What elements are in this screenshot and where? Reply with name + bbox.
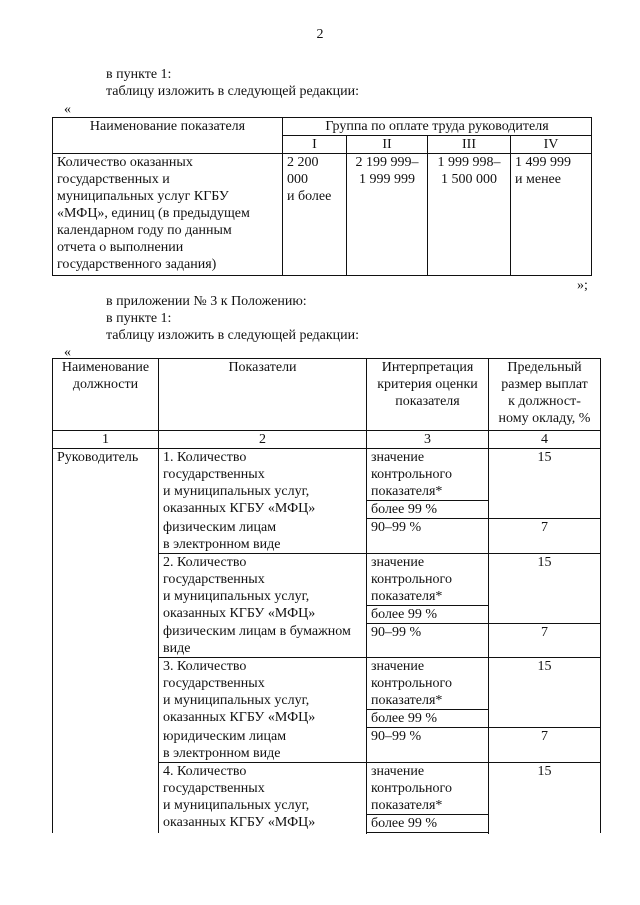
t2-interp-2b: 90–99 % — [367, 623, 489, 658]
t2-interp-1 — [367, 449, 489, 519]
t1-name-line: Количество оказанных — [57, 155, 193, 170]
t1-value-line: и более — [287, 189, 332, 204]
t2-interp-line: значение — [371, 659, 425, 674]
t2-indicator-line: виде — [163, 641, 191, 656]
intro1-line2: таблицу изложить в следующей редакции: — [106, 84, 360, 99]
t1-value-3 — [428, 154, 511, 276]
t2-header-line: Предельный — [507, 360, 582, 375]
t1-value-1 — [283, 154, 347, 276]
t2-header-limit — [489, 359, 601, 431]
t1-value-line: 2 199 999– — [355, 155, 419, 170]
t2-header-line: Наименование — [61, 360, 150, 375]
t2-interp-1b: 90–99 % — [367, 519, 489, 554]
t2-indicator-4-bottom — [159, 832, 367, 833]
t2-indicator-3 — [159, 658, 367, 728]
t2-indicator-line: оказанных КГБУ «МФЦ» — [163, 710, 316, 725]
t2-indicator-line: 4. Количество — [163, 763, 247, 779]
group-table — [52, 117, 592, 276]
t1-group-4: IV — [511, 136, 592, 154]
t2-indicator-3-bottom — [159, 728, 367, 763]
quote-open-1: « — [64, 102, 71, 117]
t2-indicator-line: и муниципальных услуг, — [163, 797, 310, 813]
t2-header-line: к должност- — [508, 394, 581, 409]
t2-interp-line: значение — [371, 554, 425, 570]
t2-indicator-line: государственных — [163, 467, 265, 482]
t1-value-line: 1 999 998– — [437, 155, 501, 170]
t2-indicator-line: и муниципальных услуг, — [163, 588, 310, 604]
page-number: 2 — [316, 27, 324, 42]
t2-value-4b — [489, 832, 601, 833]
t1-value-line: 2 200 000 — [287, 155, 319, 187]
t2-interp-3b: 90–99 % — [367, 728, 489, 763]
t2-indicator-line: государственных — [163, 780, 265, 796]
intro1-line1: в пункте 1: — [106, 67, 172, 82]
t1-name-line: государственного задания) — [57, 257, 217, 272]
t2-interp-line: контрольного — [371, 676, 452, 691]
t2-interp-over99: более 99 % — [367, 709, 488, 727]
t2-col-number-1: 1 — [53, 431, 159, 449]
t2-interp-line: значение — [371, 763, 425, 779]
t2-col-number-3: 3 — [367, 431, 489, 449]
t2-indicator-line: юридическим лицам — [163, 728, 287, 744]
t2-header-line: ному окладу, % — [498, 411, 591, 426]
t2-indicator-line: 1. Количество — [163, 450, 247, 465]
t2-value-2b: 7 — [489, 623, 601, 658]
t2-interp-over99: более 99 % — [367, 814, 488, 832]
t1-group-3: III — [428, 136, 511, 154]
t2-value-1a: 15 — [489, 449, 601, 519]
t2-value-3b: 7 — [489, 728, 601, 763]
t1-header-name: Наименование показателя — [53, 118, 283, 154]
t1-group-1: I — [283, 136, 347, 154]
t2-indicator-1-bottom — [159, 519, 367, 554]
t2-interp-4 — [367, 762, 489, 832]
t2-value-4a: 15 — [489, 762, 601, 832]
t2-indicator-line: физическим лицам в бумажном — [163, 624, 351, 639]
t1-header-group: Группа по оплате труда руководителя — [283, 118, 592, 136]
t1-name-line: календарном году по данным — [57, 223, 232, 238]
t2-indicator-line: оказанных КГБУ «МФЦ» — [163, 605, 316, 621]
t2-interp-line: контрольного — [371, 571, 452, 587]
t2-col-number-2: 2 — [159, 431, 367, 449]
t2-interp-over99: более 99 % — [367, 605, 488, 623]
t1-name-line: муниципальных услуг КГБУ — [57, 189, 229, 204]
quote-close-1: »; — [577, 278, 588, 293]
t1-value-4 — [511, 154, 592, 276]
t2-header-line: размер выплат — [501, 377, 588, 392]
intro2-line3: таблицу изложить в следующей редакции: — [106, 328, 360, 343]
t1-name-line: «МФЦ», единиц (в предыдущем — [57, 206, 250, 221]
t2-interp-2 — [367, 553, 489, 623]
intro2-line1: в приложении № 3 к Положению: — [106, 294, 307, 309]
t2-header-line: критерия оценки — [377, 377, 478, 392]
t2-interp-line: показателя* — [371, 797, 443, 813]
t2-position: Руководитель — [53, 449, 159, 834]
t2-header-indicators: Показатели — [159, 359, 367, 431]
t2-interp-3 — [367, 658, 489, 728]
t2-value-2a: 15 — [489, 553, 601, 623]
t2-header-line: должности — [72, 377, 139, 392]
t1-name-line: государственных и — [57, 172, 170, 187]
t2-indicator-line: оказанных КГБУ «МФЦ» — [163, 814, 316, 830]
t2-header-line: показателя — [395, 394, 460, 409]
t2-indicator-2 — [159, 553, 367, 623]
t2-indicator-1 — [159, 449, 367, 519]
t2-indicator-4 — [159, 762, 367, 832]
t1-value-line: и менее — [515, 172, 561, 187]
t2-interp-line: показателя* — [371, 693, 443, 708]
t1-name-line: отчета о выполнении — [57, 240, 184, 255]
t2-indicator-line: и муниципальных услуг, — [163, 693, 310, 708]
t2-indicator-line: государственных — [163, 676, 265, 691]
t2-indicator-line: 2. Количество — [163, 554, 247, 570]
t2-indicator-line: оказанных КГБУ «МФЦ» — [163, 501, 316, 516]
t2-indicator-line: 3. Количество — [163, 659, 247, 674]
t2-interp-line: показателя* — [371, 588, 443, 604]
t2-header-position — [53, 359, 159, 431]
t2-interp-line: показателя* — [371, 484, 443, 499]
t2-indicator-2-bottom — [159, 623, 367, 658]
t2-interp-over99: более 99 % — [367, 500, 488, 518]
t2-indicator-line: физическим лицам — [163, 519, 277, 535]
criteria-table — [52, 358, 601, 833]
t2-indicator-line: в электронном виде — [163, 536, 281, 552]
t2-interp-4b — [367, 832, 489, 833]
t2-indicator-line: и муниципальных услуг, — [163, 484, 310, 499]
quote-open-2: « — [64, 345, 71, 360]
t1-value-line: 1 500 000 — [441, 172, 497, 187]
t1-row-name — [53, 154, 283, 276]
t2-interp-line: значение — [371, 450, 425, 465]
t1-value-2 — [347, 154, 428, 276]
t2-indicator-line: государственных — [163, 571, 265, 587]
t2-indicator-line: в электронном виде — [163, 745, 281, 761]
t2-col-number-4: 4 — [489, 431, 601, 449]
t2-interp-line: контрольного — [371, 780, 452, 796]
t2-interp-line: контрольного — [371, 467, 452, 482]
t1-value-line: 1 499 999 — [515, 155, 571, 170]
t2-header-line: Интерпретация — [381, 360, 474, 375]
t2-value-1b: 7 — [489, 519, 601, 554]
t2-header-interpretation — [367, 359, 489, 431]
intro2-line2: в пункте 1: — [106, 311, 172, 326]
t1-group-2: II — [347, 136, 428, 154]
t1-value-line: 1 999 999 — [359, 172, 415, 187]
t2-value-3a: 15 — [489, 658, 601, 728]
